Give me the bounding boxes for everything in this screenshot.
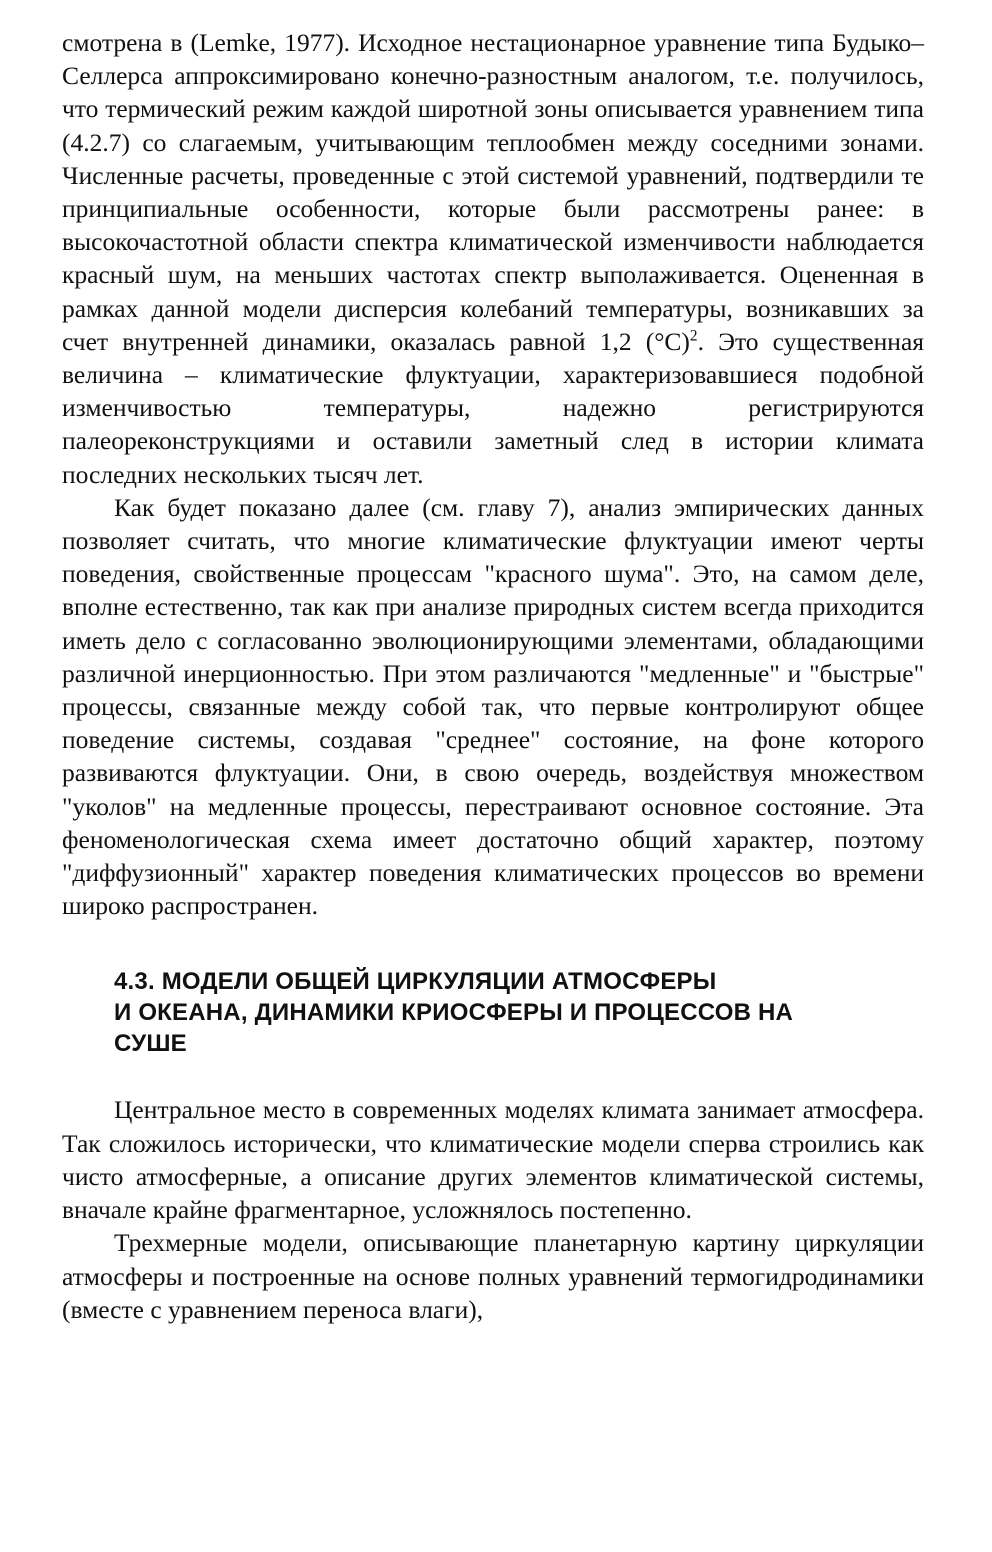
section-heading-line-3: СУШЕ: [114, 1030, 187, 1058]
section-heading-line-2: И ОКЕАНА, ДИНАМИКИ КРИОСФЕРЫ И ПРОЦЕССОВ НА: [114, 999, 794, 1027]
paragraph-1: [62, 26, 924, 491]
document-page: [62, 26, 924, 1326]
paragraph-4: Трехмерные модели, описывающие планетарную картину циркуляции атмосферы и построенные на основе полных уравнений термогидродинамики (вместе с уравнением переноса влаги),: [62, 1228, 924, 1324]
superscript-2: 2: [689, 327, 698, 345]
paragraph-1-text-b: . Это существенная величина – климатические флуктуации, характеризовавшиеся подобной изменчивостью температуры, надежно регистрируются палеореконструкциями и оставили заметный след в истории климата последних нескольких тысяч лет.: [62, 326, 924, 489]
paragraph-1-text-a: смотрена в (Lemke, 1977). Исходное нестационарное уравнение типа Будыко–Селлерса аппроксимировано конечно-разностным аналогом, т.е. получилось, что термический режим каждой широтной зоны описывается уравнением типа (4.2.7) со слагаемым, учитывающим теплообмен между соседними зонами. Численные расчеты, проведенные с этой системой уравнений, подтвердили те принципиальные особенности, которые были рассмотрены ранее: в высокочастотной области спектра климатической изменчивости наблюдается красный шум, на меньших частотах спектр выполаживается. Оцененная в рамках данной модели дисперсия колебаний температуры, возникавших за счет внутренней динамики, оказалась равной 1,2 (°С): [62, 28, 924, 356]
section-heading: [114, 966, 924, 1059]
paragraph-3: Центральное место в современных моделях климата занимает атмосфера. Так сложилось исторически, что климатические модели сперва строились как чисто атмосферные, а описание других элементов климатической системы, вначале крайне фрагментарное, усложнялось постепенно.: [62, 1095, 924, 1225]
paragraph-2: Как будет показано далее (см. главу 7), анализ эмпирических данных позволяет считать, что многие климатические флуктуации имеют черты поведения, свойственные процессам "красного шума". Это, на самом деле, вполне естественно, так как при анализе природных систем всегда приходится иметь дело с согласованно эволюционирующими элементами, обладающими различной инерционностью. При этом различаются "медленные" и "быстрые" процессы, связанные между собой так, что первые контролируют общее поведение системы, создавая "среднее" состояние, на фоне которого развиваются флуктуации. Они, в свою очередь, воздействуя множеством "уколов" на медленные процессы, перестраивают основное состояние. Эта феноменологическая схема имеет достаточно общий характер, поэтому "диффузионный" характер поведения климатических процессов во времени широко распространен.: [62, 492, 924, 921]
section-heading-line-1: 4.3. МОДЕЛИ ОБЩЕЙ ЦИРКУЛЯЦИИ АТМОСФЕРЫ: [114, 968, 717, 996]
